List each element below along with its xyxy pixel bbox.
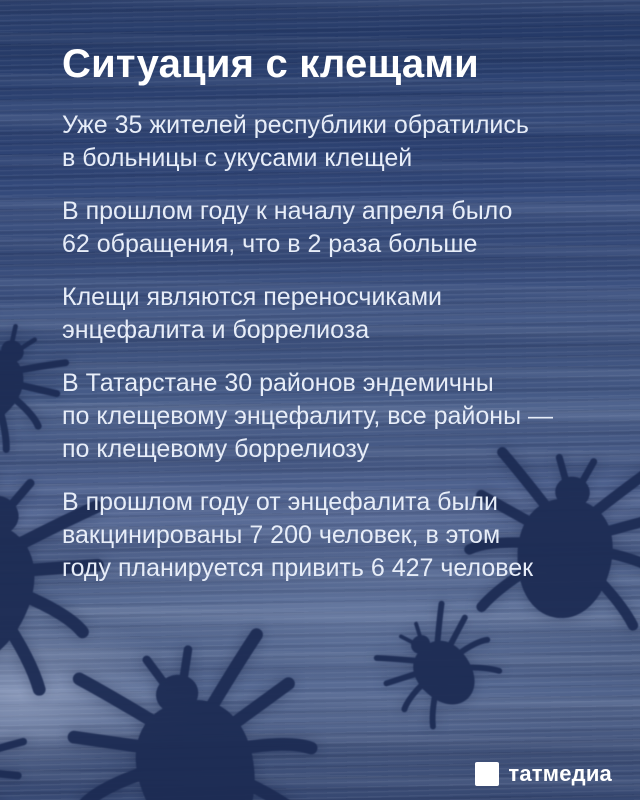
text-line: В Татарстане 30 районов эндемичны (62, 369, 494, 397)
paragraph-list (62, 109, 612, 585)
text-line: В прошлом году от энцефалита были (62, 488, 499, 516)
text-line: энцефалита и боррелиоза (62, 316, 370, 344)
text-line: Клещи являются переносчиками (62, 283, 442, 311)
paragraph (62, 486, 612, 585)
paragraph (62, 367, 612, 466)
text-line: Уже 35 жителей республики обратились (62, 111, 529, 139)
paragraph (62, 195, 612, 261)
tatmedia-logo-text: татмедиа (508, 761, 612, 786)
tatmedia-logo-mark (475, 762, 499, 786)
text-line: по клещевому боррелиозу (62, 435, 370, 463)
paragraph (62, 281, 612, 347)
text-line: в больницы с укусами клещей (62, 144, 413, 172)
text-line: по клещевому энцефалиту, все районы — (62, 402, 554, 430)
page-title: Ситуация с клещами (62, 42, 479, 86)
text-line: В прошлом году к началу апреля было (62, 197, 513, 225)
text-line: году планируется привить 6 427 человек (62, 554, 534, 582)
text-line: вакцинированы 7 200 человек, в этом (62, 521, 501, 549)
tatmedia-logo (475, 761, 612, 787)
paragraph (62, 109, 612, 175)
text-line: 62 обращения, что в 2 раза больше (62, 230, 478, 258)
